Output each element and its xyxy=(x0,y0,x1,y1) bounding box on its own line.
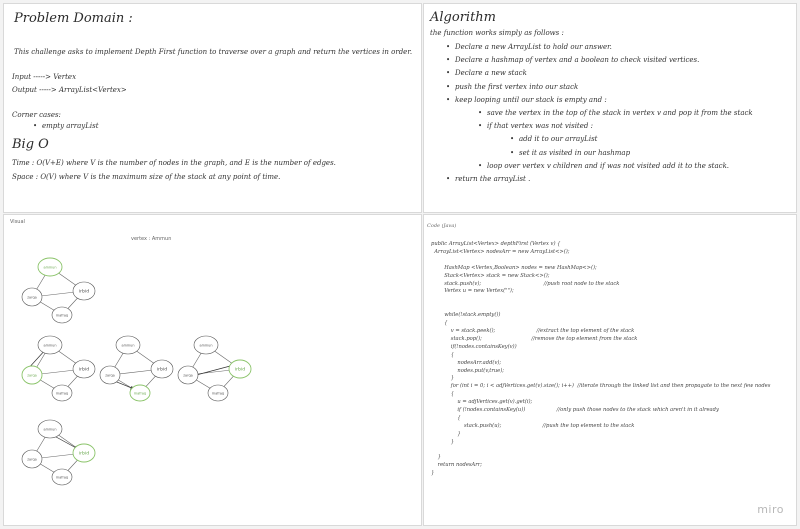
code-line: } xyxy=(431,430,461,437)
code-line: } xyxy=(431,454,441,461)
code-line: while(!stack.empty()) xyxy=(431,312,501,319)
visual-caption: vertex : Ammun xyxy=(131,236,172,242)
graph-node-label: irbid xyxy=(156,367,168,373)
code-line: Vertex u = new Vertex(""); xyxy=(431,288,514,295)
graph-node-label: irbid xyxy=(78,289,90,295)
graph-node-label: zarqa xyxy=(27,295,37,300)
graph-node-label: ammun xyxy=(43,343,57,348)
input-line: Input -----> Vertex xyxy=(12,73,77,81)
graph-node-label: zarqa xyxy=(105,373,115,378)
graph-node-label: zarqa xyxy=(27,457,37,462)
code-line: if (!nodes.containsKey(u)) //only push those nodes to the stack which aren't in it already xyxy=(431,407,719,414)
output-line: Output -----> ArrayList<Vertex> xyxy=(12,86,127,94)
code-line: Stack<Vertex> stack = new Stack<>(); xyxy=(431,272,550,279)
graph-node-label: ammun xyxy=(43,265,57,270)
code-panel xyxy=(423,214,797,526)
graph-node-label: irbid xyxy=(78,451,90,457)
code-line: { xyxy=(431,351,455,358)
algorithm-step: • loop over vertex v children and if was not visited add it to the stack. xyxy=(487,160,753,173)
algorithm-step: • push the first vertex into our stack xyxy=(455,81,753,94)
algorithm-step: • Declare a hashmap of vertex and a boolean to check visited vertices. xyxy=(455,54,753,67)
code-line: for (int i = 0; i < adjVertices.get(v).size(); i++) //iterate through the linked list and then propagate to the next few nodes xyxy=(431,383,771,390)
code-line: } xyxy=(431,438,455,445)
algorithm-step: • return the arrayList . xyxy=(455,173,753,186)
code-line xyxy=(431,296,791,304)
algorithm-step: • set it as visited in our hashmap xyxy=(519,147,753,160)
code-line xyxy=(431,304,791,312)
graph-node-label: zarqa xyxy=(27,373,37,378)
corner-case-item: • empty arrayList xyxy=(42,120,99,133)
visual-panel xyxy=(3,214,422,526)
graph-node-label: ammun xyxy=(199,343,213,348)
big-o-title: Big O xyxy=(12,137,49,152)
graph-node-label: irbid xyxy=(234,367,246,373)
corner-cases-title: Corner cases: xyxy=(12,111,61,119)
code-line: } xyxy=(431,470,435,477)
algorithm-panel xyxy=(423,3,797,213)
algorithm-intro: the function works simply as follows : xyxy=(430,29,564,37)
code-line: nodesArr.add(v); xyxy=(431,359,502,366)
graph-diagrams xyxy=(4,215,423,527)
code-line: stack.pop(); //remove the top element from the stack xyxy=(431,335,638,342)
code-line: { xyxy=(431,391,455,398)
algorithm-step: • if that vertex was not visited : xyxy=(487,120,753,133)
algorithm-steps xyxy=(424,41,753,186)
code-line: HashMap <Vertex,Boolean> nodes = new HashMap<>(); xyxy=(431,264,597,271)
corner-cases-list xyxy=(42,120,99,133)
code-line: } xyxy=(431,375,455,382)
code-line xyxy=(431,257,791,265)
code-block xyxy=(431,241,791,478)
graph-node-label: mafraq xyxy=(133,391,147,396)
code-line: v = stack.peek(); //extract the top element of the stack xyxy=(431,327,635,334)
graph-node-label: zarqa xyxy=(183,373,193,378)
code-line: nodes.put(v,true); xyxy=(431,367,505,374)
graph-node-label: ammun xyxy=(43,427,57,432)
code-line: ArrayList<Vertex> nodesArr = new ArrayList<>(); xyxy=(431,248,570,255)
graph-node-label: irbid xyxy=(78,367,90,373)
algorithm-step: • Declare a new stack xyxy=(455,67,753,80)
problem-domain-panel xyxy=(3,3,422,213)
algorithm-step: • save the vertex in the top of the stack in vertex v and pop it from the stack xyxy=(487,107,753,120)
code-line: { xyxy=(431,414,461,421)
algorithm-step: • add it to our arrayList xyxy=(519,133,753,146)
code-line: stack.push(v); //push root node to the stack xyxy=(431,280,620,287)
code-line: public ArrayList<Vertex> depthFirst (Vertex v) { xyxy=(431,241,561,247)
code-label: Code (Java) xyxy=(427,223,457,229)
graph-node-label: mafraq xyxy=(55,313,69,318)
graph-node-label: mafraq xyxy=(211,391,225,396)
problem-domain-title: Problem Domain : xyxy=(14,11,133,26)
code-line: u = adjVertices.get(v).get(i); xyxy=(431,399,533,406)
graph-node-label: mafraq xyxy=(55,475,69,480)
time-complexity: Time : O(V+E) where V is the number of nodes in the graph, and E is the number of edges. xyxy=(12,159,336,167)
space-complexity: Space : O(V) where V is the maximum size of the stack at any point of time. xyxy=(12,173,281,181)
problem-description: This challenge asks to implement Depth First function to traverse over a graph and return the vertices in order. xyxy=(14,48,413,56)
miro-logo: miro xyxy=(757,503,784,516)
code-line xyxy=(431,447,791,455)
code-line: return nodesArr; xyxy=(431,462,483,469)
graph-node-label: mafraq xyxy=(55,391,69,396)
code-line: { xyxy=(431,320,448,327)
algorithm-step: • keep looping until our stack is empty and : xyxy=(455,94,753,107)
visual-label: Visual xyxy=(10,219,25,225)
algorithm-title: Algorithm xyxy=(430,10,496,25)
code-line: stack.push(u); //push the top element to the stack xyxy=(431,422,635,429)
graph-node-label: ammun xyxy=(121,343,135,348)
algorithm-step: • Declare a new ArrayList to hold our answer. xyxy=(455,41,753,54)
code-line: if(!nodes.containsKey(v)) xyxy=(431,343,517,350)
